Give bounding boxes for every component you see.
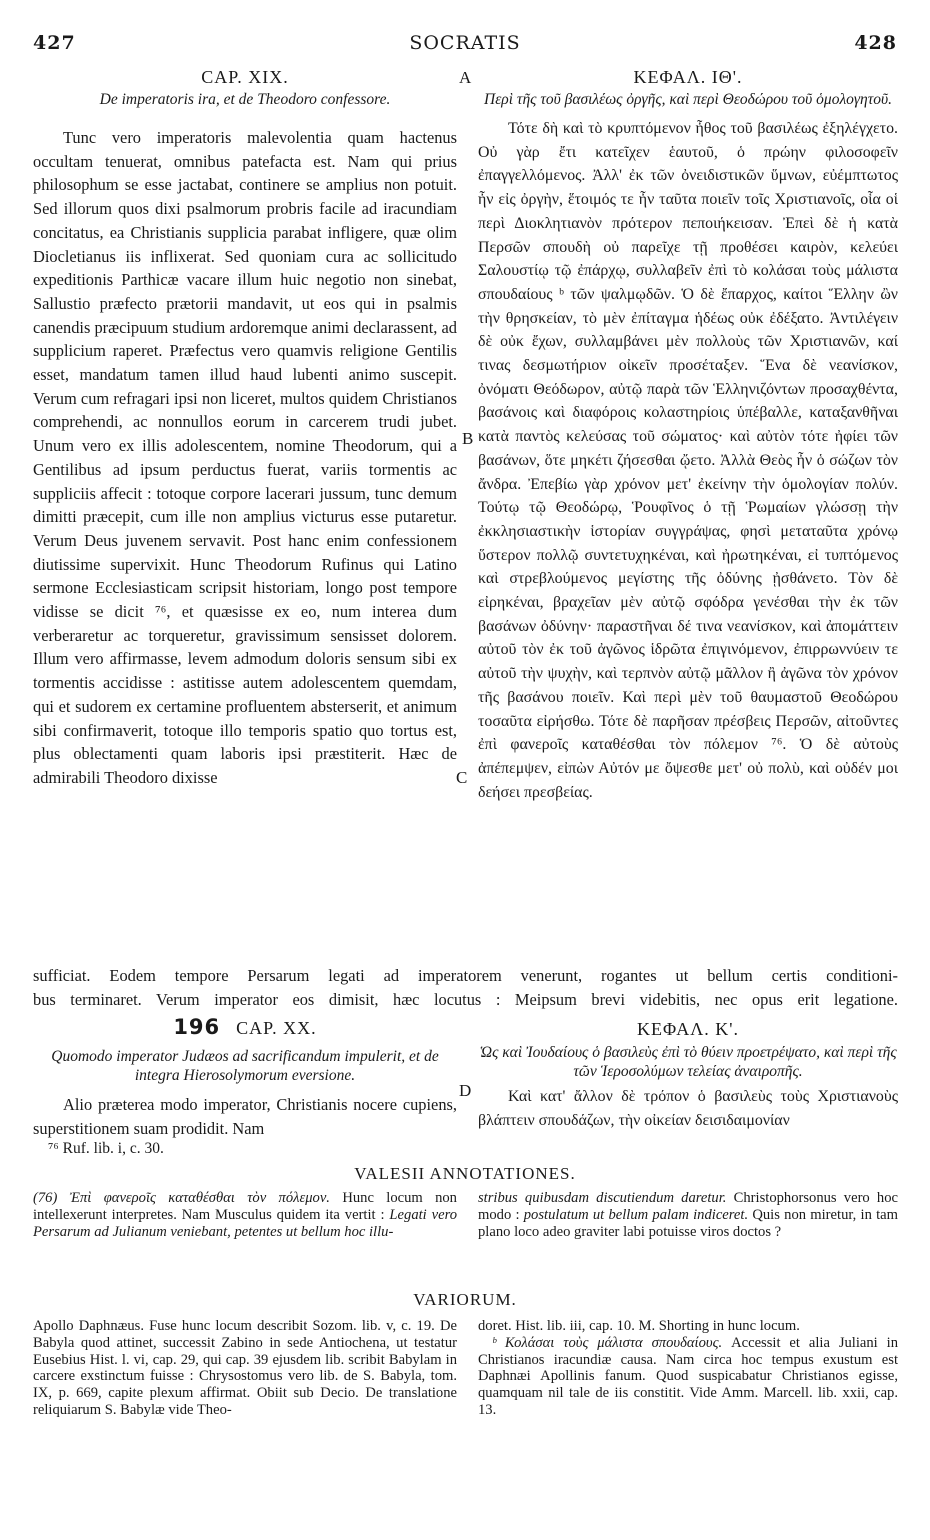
valesii-annotationes-title: VALESII ANNOTATIONES. <box>354 1164 576 1183</box>
chapter-19-latin-text: Tunc vero imperatoris malevolentia quam hactenus occultam tenuerat, omnibus patefacta est. Nam qui prius philosophum se esse jactabat, continere se amplius non potuit. Sed illorum quos dixi psalmorum probris facile ad iracundiam concitatus, ea Christianis supplicia parabat infligere, quæ olim Diocletianus iis inflixerat. Sed quoniam cura ac sollicitudo expeditionis Parthicæ vacare illum huic negotio non sinebat, Sallustio præfecto prætorii mandavit, ut eos qui in psalmis canendis præcipuum studium ardoremque animi declarassent, ad supplicium raperet. Præfectus vero quamvis religione Gentilis esset, mandatum tamen illud haud lubenti animo suscepit. Verum cum refragari ipsi non liceret, multos quidem Christianos comprehendi, ac nonnullos eorum in carcerem trudi jubet. Unum vero ex illis adolescentem, nomine Theodorum, qui a Gentilibus ad ipsum perductus fuerat, variis tormentis ac suppliciis affecit : totoque corpore lacerari jussum, tunc demum dimitti præcepit, cum ille non amplius victurus esse putaretur. Verum Deus juvenem servavit. Post hanc enim confessionem diutissime supervixit. Hunc Theodorum Rufinus qui Latino sermone Ecclesiasticam scripsit historiam, longo post tempore vidisse se dicit ⁷⁶, et quæsisse ex eo, num interea dum verberaretur ac torqueretur, gravissimum sensisset dolorem. Illum vero affirmasse, levem admodum doloris sensum sibi ex tormentis accidisse : astitisse autem adolescentem quemdam, qui et sudorem ex certamine profluentem absterserit, et animum sibi confirmaverit, totoque illo temporis spatio quo tortus est, plus oblectamenti quam laboris ipsi præstiterit. Hæc de admirabili Theodoro dixisse <box>33 128 457 787</box>
greek-column-ch20 <box>478 1018 898 1132</box>
footnote-76: ⁷⁶ Ruf. lib. i, c. 30. <box>48 1140 164 1157</box>
variorum-right-text-1: doret. Hist. lib. iii, cap. 10. M. Shorting in hunc locum. <box>478 1318 800 1334</box>
running-head: SOCRATIS <box>409 32 521 54</box>
variorum-left-text: Apollo Daphnæus. Fuse hunc locum describit Sozom. lib. v, c. 19. De Babyla quod attinet, successit Zabino in sede Antiochena, ut testatur Eusebius Hist. l. vi, cap. 29, qui cap. 39 ejusdem lib. scribit Babylam in carcere exstinctum fuisse : Chrysostomus vero lib. de S. Babyla, tom. IX, p. 669, capite plexum affirmat. Obiit sub Decio. De translatione reliquiarum S. Babylæ vide Theo- <box>33 1318 457 1418</box>
margin-number-196: 196 <box>173 1015 221 1039</box>
chapter-20-latin-heading <box>33 1016 457 1039</box>
variorum-note-b-greek: ᵇ Κολάσαι τοὺς μάλιστα σπουδαίους. <box>492 1334 723 1351</box>
margin-marker-d: D <box>459 1081 472 1100</box>
annotation-76-italic-2: postulatum ut bellum palam indiceret. <box>519 1206 749 1223</box>
chapter-20-greek-title: ΚΕΦΑΛ. Κ'. <box>636 1019 740 1039</box>
chapter-20-latin-subtitle: Quomodo imperator Judæos ad sacrificandum impulerit, et de integra Hierosolymorum eversione. <box>51 1048 439 1084</box>
chapter-20-greek-subtitle: Ὡς καὶ Ἰουδαίους ὁ βασιλεὺς ἐπὶ τὸ θύειν προετρέψατο, καὶ περὶ τῆς τῶν Ἱεροσολύμων τελείας ἀναιροπῆς. <box>479 1044 897 1080</box>
page-number-right: 428 <box>854 32 897 54</box>
chapter-19-latin-title: CAP. XIX. <box>201 67 289 87</box>
valesii-right-column <box>478 1190 898 1240</box>
margin-marker-a: A <box>459 68 472 87</box>
chapter-20-greek-text: Καὶ κατ' ἄλλον δὲ τρόπον ὁ βασιλεὺς τοὺς Χριστιανοὺς βλάπτειν σπουδάζων, τὴν οἰκείαν δεισιδαιμονίαν <box>478 1088 898 1129</box>
margin-marker-b: B <box>462 429 474 448</box>
chapter-20-latin-text: Alio præterea modo imperator, Christianis nocere cupiens, superstitionem suam prodidit. Nam <box>33 1095 457 1138</box>
greek-column-ch19 <box>478 66 898 804</box>
latin-column-ch20 <box>33 1016 457 1140</box>
variorum-note-b-text: Accessit et alia Juliani in Christianos iracundiæ causa. Nam circa hoc tempus exustum est Daphnæi Apollinis fanum. Quod suspicabatur Christianos egisse, quamquam nil tale de iis constitit. Vide Amm. Marcell. lib. xxii, cap. 13. <box>478 1334 898 1418</box>
annotation-76-italic-cont: stribus quibusdam discutiendum daretur. <box>478 1190 727 1206</box>
full-width-line-1: sufficiat. Eodem tempore Persarum legati ad imperatorem venerunt, rogantes ut bellum certis conditioni- <box>33 966 898 985</box>
annotation-76-text-cont: Christophorsonus vero hoc modo : <box>478 1190 898 1223</box>
variorum-left-column <box>33 1318 457 1419</box>
chapter-19-greek-subtitle: Περὶ τῆς τοῦ βασιλέως ὀργῆς, καὶ περὶ Θεοδώρου τοῦ ὁμολογητοῦ. <box>484 91 892 108</box>
variorum-title: VARIORUM. <box>413 1290 517 1309</box>
chapter-20-latin-title: CAP. XX. <box>236 1018 317 1038</box>
chapter-19-greek-text: Τότε δὴ καὶ τὸ κρυπτόμενον ἦθος τοῦ βασιλέως ἐξηλέγχετο. Οὐ γὰρ ἔτι κατεῖχεν ἑαυτοῦ, ὁ πρώην φιλοσοφεῖν ἐπαγγελλόμενος. Ἀλλ' ἐκ τῶν ὀνειδιστικῶν ὕμνων, εὐέμπτωτος ἦν εἰς ὀργὴν, ἕτοιμός τε ἦν ταῦτα ποιεῖν τοῖς Χριστιανοῖς, οἷα οἱ περὶ Διοκλητιανὸν πρότερον πεποιήκεισαν. Ἐπεὶ δὲ ἡ κατὰ Περσῶν σπουδὴ οὐ παρεῖχε τῇ προθέσει καιρὸν, κελεύει Σαλουστίῳ τῷ ἐπάρχῳ, συλλαβεῖν ἐπὶ τὸ κολάσαι τοὺς μάλιστα σπουδαίους ᵇ τῶν ψαλμῳδῶν. Ὁ δὲ ἔπαρχος, καίτοι Ἕλλην ὢν τὴν θρησκείαν, τὸ μὲν ἐπίταγμα ἡδέως οὐκ ἐδέξατο. Ἀντιλέγειν δὲ οὐκ ἔχων, συλλαμβάνει μὲν πολλοὺς τῶν Χριστιανῶν, καί τινας δεσμωτήριον οἰκεῖν προσέταξεν. Ἕνα δὲ νεανίσκον, ὀνόματι Θεόδωρον, αὐτῷ παρὰ τῶν Ἑλληνιζόντων προσαχθέντα, βασάνοις καὶ διαφόροις κολαστηρίοις ὑπέβαλλε, καταξανθῆναι κατὰ παντὸς κελεύσας τοῦ σώματος· καὶ αὐτὸν τότε ἠφίει τῶν βασάνων, ὅτε μηκέτι ζήσεσθαι ᾤετο. Ἀλλὰ Θεὸς ἦν ὁ σώζων τὸν ἄνδρα. Ἐπεβίω γὰρ χρόνον μετ' ἐκείνην τὴν ὁμολογίαν πολύν. Τούτῳ τῷ Θεοδώρῳ, Ῥουφῖνος ὁ τῇ Ῥωμαίων γλώσσῃ τὴν ἐκκλησιαστικὴν ἱστορίαν συγγράψας, φησὶ μεταταῦτα χρόνῳ ὕστερον πολλῷ συντετυχηκέναι, καὶ ἠρωτηκέναι, εἰ τυπτόμενος καὶ στρεβλούμενος μεγίστης τῆς ὀδύνης ᾐσθάνετο. Τὸν δὲ εἰρηκέναι, βραχεῖαν μὲν αὐτῷ σφόδρα γενέσθαι τὴν ἐκ τῶν βασάνων ὀδύνην· παραστῆναι δέ τινα νεανίσκον, καὶ ἀπομάττειν αὐτοῦ τὸν ἐκ τοῦ ἀγῶνος ἱδρῶτα ἐπιγινόμενον, ἐπιρρωννύειν τε αὐτοῦ τὴν ψυχὴν, καὶ τερπνὸν αὐτῷ μᾶλλον ἢ ἀγῶνα τὸν χρόνον τῆς βασάνου ποιεῖν. Καὶ περὶ μὲν τοῦ θαυμαστοῦ Θεοδώρου τοσαῦτα εἰρήσθω. Τότε δὲ παρῆσαν πρέσβεις Περσῶν, αἰτοῦντες ἐπὶ φανεροῖς καταθέσθαι τὸν πόλεμον ⁷⁶. Ὁ δὲ αὐτοὺς ἀπέπεμψεν, εἰπὼν Αὐτόν με ὄψεσθε μετ' οὐ πολὺ, καὶ οὐδέν μοι δεήσει πρεσβείας. <box>478 120 898 801</box>
annotation-76-text: Hunc locum non intellexerunt interpretes. Nam Musculus quidem ita vertit : <box>33 1190 457 1223</box>
margin-marker-c: C <box>456 768 468 787</box>
annotation-76-italic: Legati vero Persarum ad Julianum veniebant, petentes ut bellum hoc illu- <box>33 1206 458 1240</box>
annotation-76-greek: (76) Ἐπὶ φανεροῖς καταθέσθαι τὸν πόλεμον. <box>33 1190 330 1206</box>
valesii-left-column <box>33 1190 457 1240</box>
variorum-right-column <box>478 1318 898 1419</box>
latin-column-ch19 <box>33 66 457 790</box>
annotation-76-text-end: Quis non miretur, in tam plano loco adeo graviter labi potuisse viros doctos ? <box>478 1206 898 1240</box>
chapter-19-greek-title: ΚΕΦΑΛ. ΙΘ'. <box>633 67 743 87</box>
page-number-left: 427 <box>33 32 76 54</box>
chapter-19-latin-subtitle: De imperatoris ira, et de Theodoro confessore. <box>99 91 391 108</box>
full-width-line-2: bus terminaret. Verum imperator eos dimisit, hæc locutus : Meipsum brevi videbitis, nec opus erit legatione. <box>33 990 898 1009</box>
